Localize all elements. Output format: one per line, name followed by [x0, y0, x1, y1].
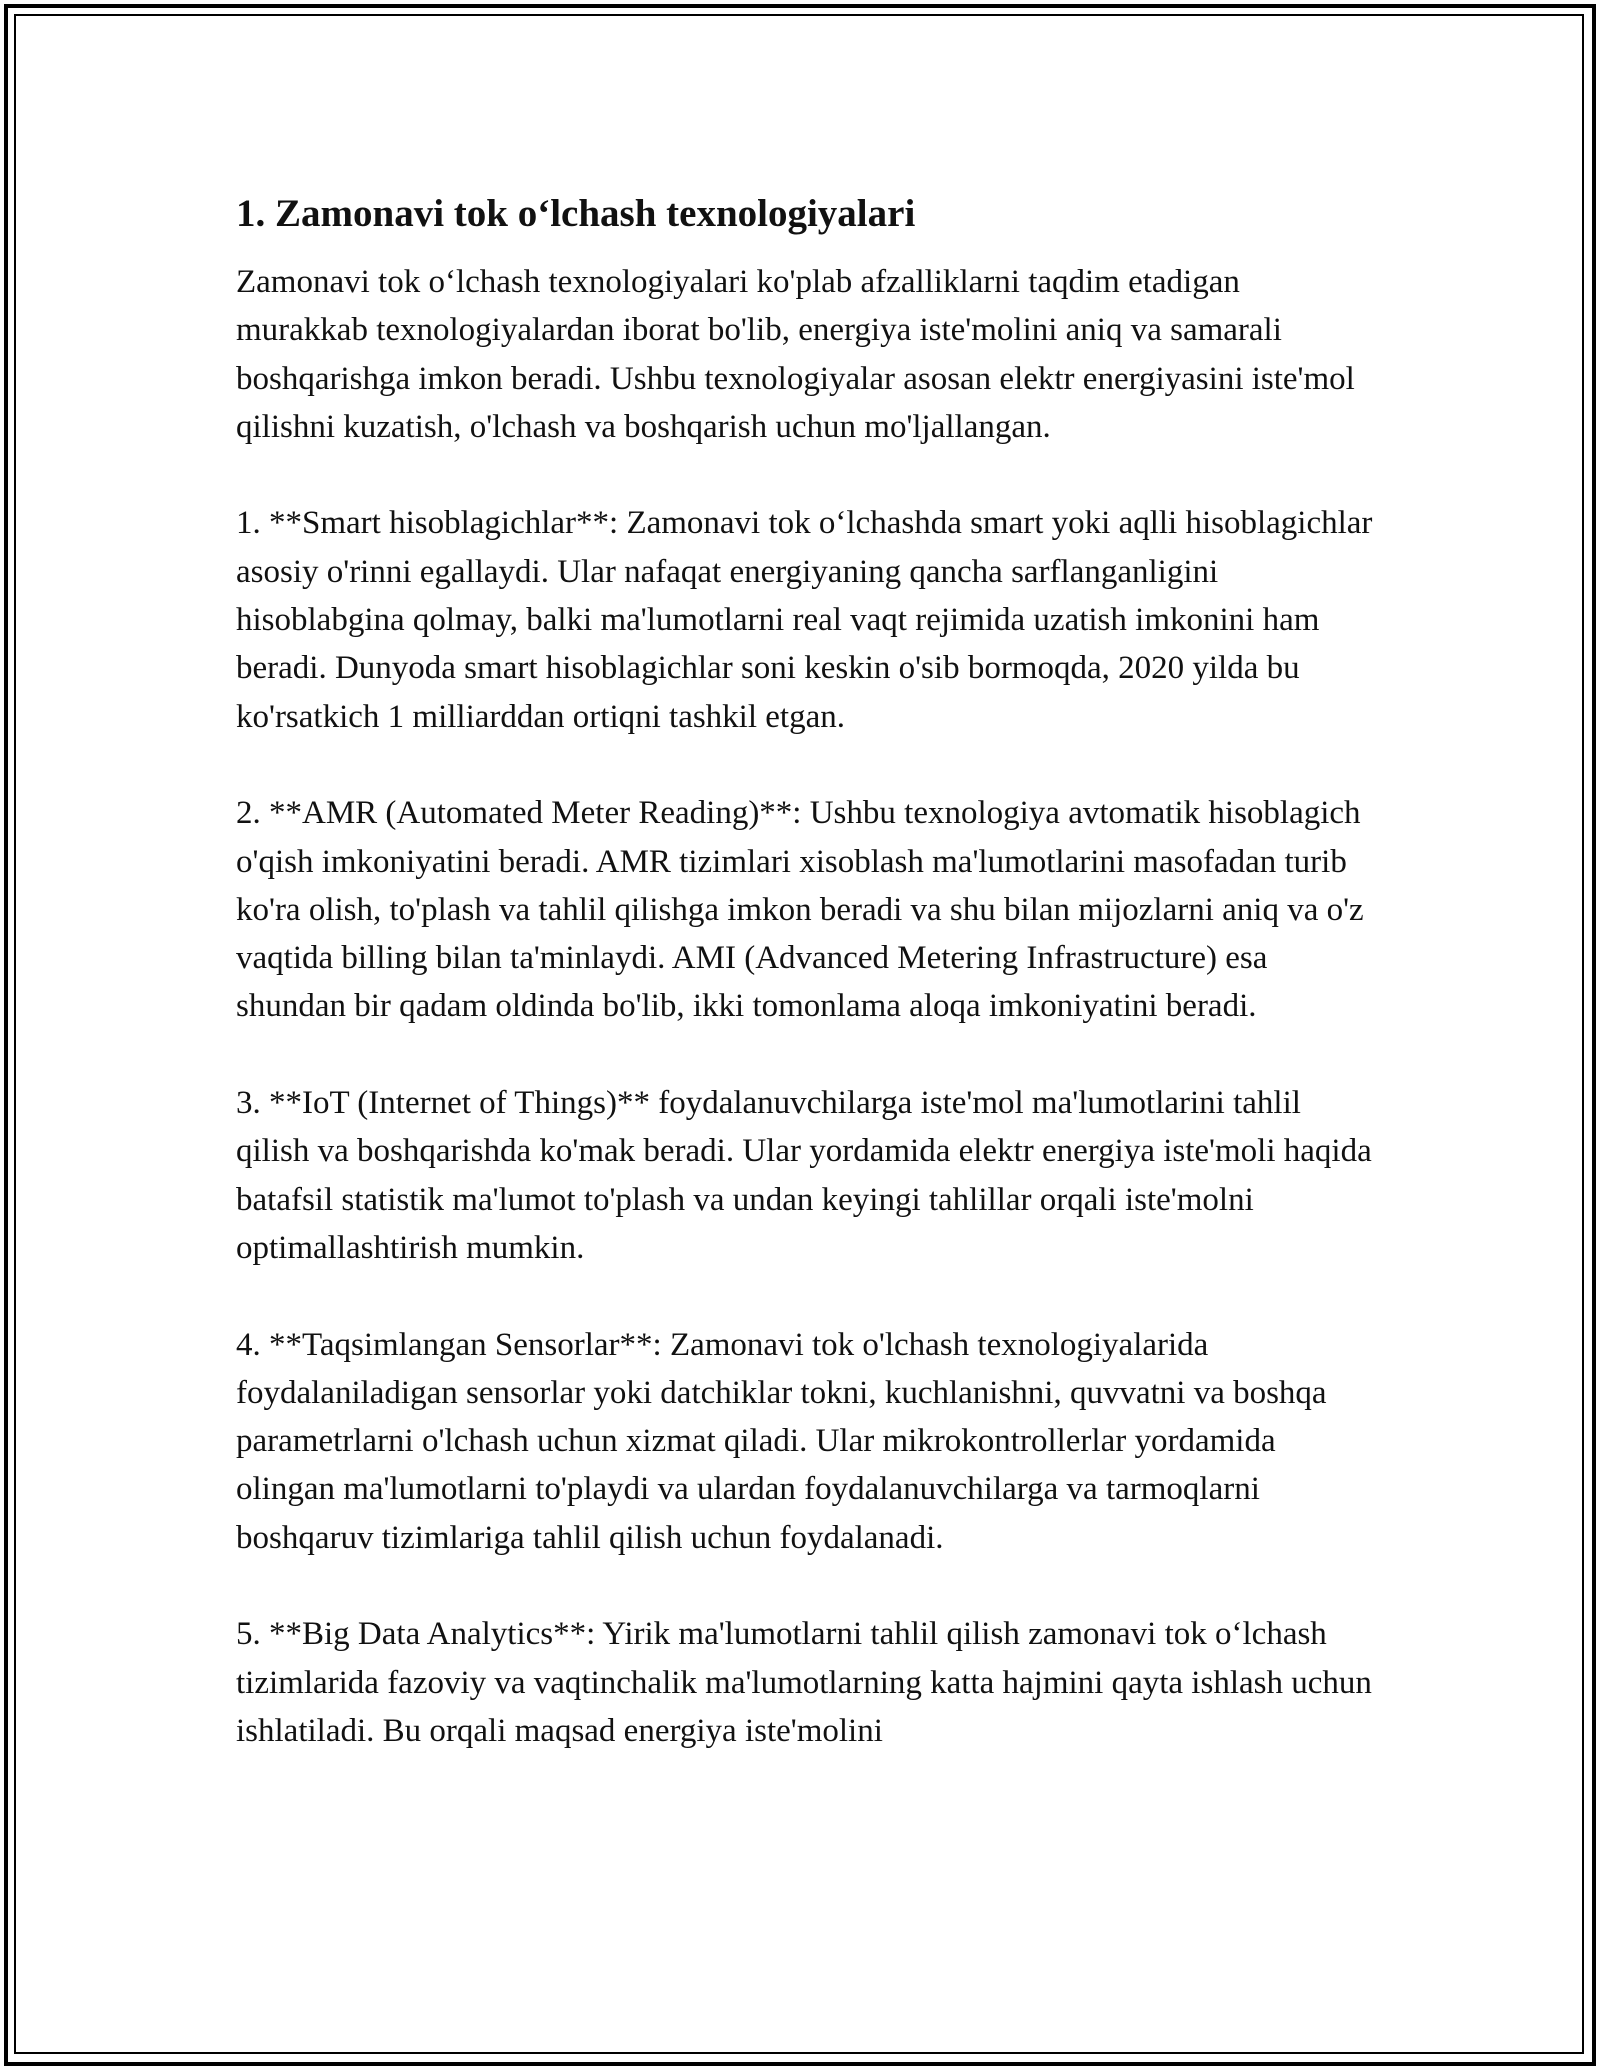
item-big-data: 5. **Big Data Analytics**: Yirik ma'lumotlarni tahlil qilish zamonavi tok o‘lchash tizimlarida fazoviy va vaqtinchalik ma'lumotlarning katta hajmini qayta ishlash uchun ishlatiladi. Bu orqali maqsad energiya iste'molini [236, 1616, 1372, 1749]
intro-paragraph: Zamonavi tok o‘lchash texnologiyalari ko'plab afzalliklarni taqdim etadigan murakkab texnologiyalardan iborat bo'lib, energiya iste'molini aniq va samarali boshqarishga imkon beradi. Ushbu texnologiyalar asosan elektr energiyasini iste'mol qilishni kuzatish, o'lchash va boshqarish uchun mo'ljallangan. [236, 264, 1355, 445]
item-amr: 2. **AMR (Automated Meter Reading)**: Ushbu texnologiya avtomatik hisoblagich o'qish imkoniyatini beradi. AMR tizimlari xisoblash ma'lumotlarini masofadan turib ko'ra olish, to'plash va tahlil qilishga imkon beradi va shu bilan mijozlarni aniq va o'z vaqtida billing bilan ta'minlaydi. AMI (Advanced Metering Infrastructure) esa shundan bir qadam oldinda bo'lib, ikki tomonlama aloqa imkoniyatini beradi. [236, 795, 1364, 1025]
document-body [236, 190, 1376, 1804]
item-distributed-sensors: 4. **Taqsimlangan Sensorlar**: Zamonavi tok o'lchash texnologiyalarida foydalaniladigan sensorlar yoki datchiklar tokni, kuchlanishni, quvvatni va boshqa parametrlarni o'lchash uchun xizmat qiladi. Ular mikrokontrollerlar yordamida olingan ma'lumotlarni to'playdi va ulardan foydalanuvchilarga va tarmoqlarni boshqaruv tizimlariga tahlil qilish uchun foydalanadi. [236, 1326, 1327, 1556]
item-iot: 3. **IoT (Internet of Things)** foydalanuvchilarga iste'mol ma'lumotlarini tahlil qilish va boshqarishda ko'mak beradi. Ular yordamida elektr energiya iste'moli haqida batafsil statistik ma'lumot to'plash va undan keyingi tahlillar orqali iste'molni optimallashtirish mumkin. [236, 1085, 1372, 1266]
section-heading: 1. Zamonavi tok o‘lchash texnologiyalari [236, 192, 916, 235]
item-smart-meters: 1. **Smart hisoblagichlar**: Zamonavi tok o‘lchashda smart yoki aqlli hisoblagichlar asosiy o'rinni egallaydi. Ular nafaqat energiyaning qancha sarflanganligini hisoblabgina qolmay, balki ma'lumotlarni real vaqt rejimida uzatish imkonini ham beradi. Dunyoda smart hisoblagichlar soni keskin o'sib bormoqda, 2020 yilda bu ko'rsatkich 1 milliarddan ortiqni tashkil etgan. [236, 505, 1373, 735]
